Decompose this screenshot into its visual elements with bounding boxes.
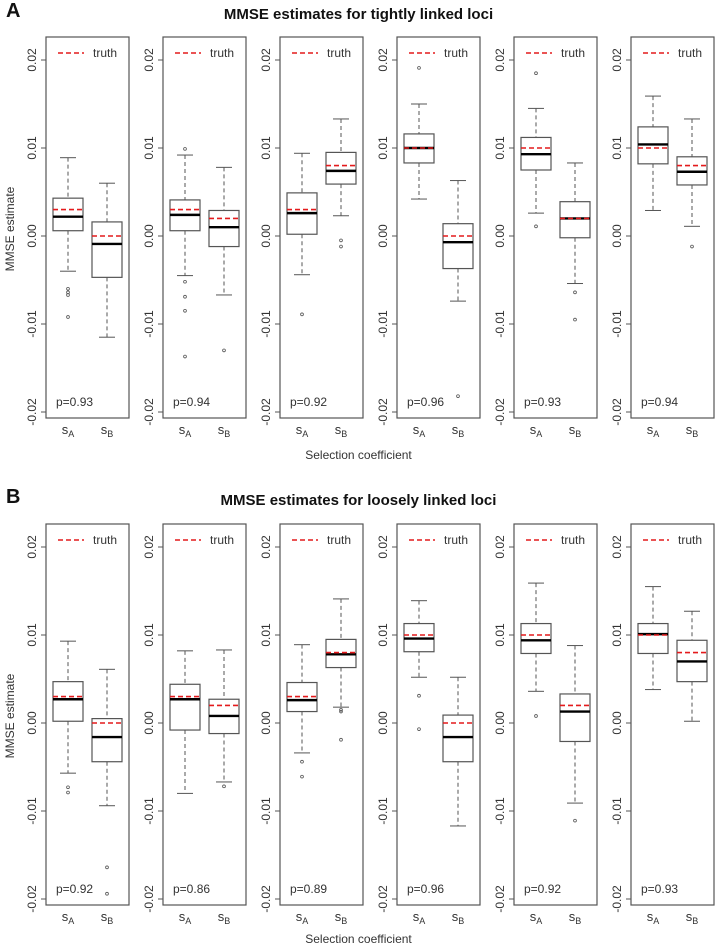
box-sB [92, 669, 122, 926]
y-tick-label: -0.01 [610, 310, 624, 338]
x-category-label: $s_A$ [646, 909, 660, 926]
legend-truth-label: truth [210, 533, 235, 547]
x-category-label: $s_A$ [412, 909, 426, 926]
outlier-point [106, 866, 109, 869]
y-tick-label: 0.01 [259, 623, 273, 647]
outlier-point [340, 245, 343, 248]
y-tick-label: 0.00 [610, 711, 624, 735]
iqr-box [560, 694, 590, 742]
x-category-label: $s_B$ [568, 422, 582, 439]
x-category-label: $s_A$ [178, 909, 192, 926]
iqr-box [326, 152, 356, 184]
panel-b-xlabel: Selection coefficient [305, 932, 412, 946]
subplot-3 [259, 524, 363, 926]
y-tick-label: 0.00 [376, 224, 390, 248]
p-value-label: p=0.96 [407, 395, 445, 409]
y-tick-label: -0.02 [142, 885, 156, 913]
box-sB [677, 119, 707, 439]
outlier-point [691, 245, 694, 248]
y-tick-label: 0.00 [259, 224, 273, 248]
y-tick-label: -0.01 [142, 310, 156, 338]
x-category-label: $s_A$ [61, 909, 75, 926]
panel-a-title: MMSE estimates for tightly linked loci [223, 6, 494, 23]
iqr-box [638, 624, 668, 654]
p-value-label: p=0.89 [290, 882, 328, 896]
y-tick-label: 0.01 [25, 623, 39, 647]
subplot-6 [610, 524, 714, 926]
box-sB [326, 599, 356, 926]
y-tick-label: -0.02 [142, 398, 156, 426]
x-category-label: $s_B$ [334, 909, 348, 926]
p-value-label: p=0.93 [56, 395, 94, 409]
box-sB [92, 183, 122, 439]
x-category-label: $s_B$ [568, 909, 582, 926]
y-tick-label: 0.01 [142, 136, 156, 160]
box-sB [560, 163, 590, 439]
outlier-point [574, 291, 577, 294]
box-sB [443, 181, 473, 439]
box-sB [443, 677, 473, 926]
y-tick-label: 0.01 [610, 136, 624, 160]
y-tick-label: -0.01 [25, 310, 39, 338]
p-value-label: p=0.94 [173, 395, 211, 409]
y-tick-label: 0.01 [610, 623, 624, 647]
y-tick-label: 0.02 [493, 535, 507, 559]
iqr-box [560, 202, 590, 238]
p-value-label: p=0.96 [407, 882, 445, 896]
y-tick-label: 0.02 [259, 535, 273, 559]
iqr-box [443, 715, 473, 762]
p-value-label: p=0.93 [524, 395, 562, 409]
outlier-point [223, 349, 226, 352]
panel-a-xlabel: Selection coefficient [305, 448, 412, 462]
outlier-point [301, 313, 304, 316]
x-category-label: $s_B$ [334, 422, 348, 439]
p-value-label: p=0.92 [524, 882, 562, 896]
y-tick-label: 0.00 [25, 711, 39, 735]
iqr-box [53, 682, 83, 722]
y-tick-label: 0.02 [610, 48, 624, 72]
x-category-label: $s_A$ [646, 422, 660, 439]
x-category-label: $s_B$ [100, 909, 114, 926]
x-category-label: $s_B$ [100, 422, 114, 439]
panel-b-ylabel: MMSE estimate [3, 673, 17, 759]
y-tick-label: 0.02 [493, 48, 507, 72]
p-value-label: p=0.94 [641, 395, 679, 409]
y-tick-label: -0.02 [259, 885, 273, 913]
y-tick-label: -0.01 [493, 310, 507, 338]
iqr-box [170, 684, 200, 730]
x-category-label: $s_B$ [685, 909, 699, 926]
y-tick-label: -0.02 [376, 398, 390, 426]
y-tick-label: 0.02 [376, 535, 390, 559]
legend-truth-label: truth [561, 533, 586, 547]
y-tick-label: 0.01 [142, 623, 156, 647]
box-sB [326, 119, 356, 439]
iqr-box [443, 224, 473, 269]
box-sA [638, 96, 668, 439]
y-tick-label: 0.00 [25, 224, 39, 248]
outlier-point [535, 72, 538, 75]
legend-truth-label: truth [327, 533, 352, 547]
outlier-point [67, 316, 70, 319]
legend-truth-label: truth [93, 46, 118, 60]
outlier-point [67, 791, 70, 794]
y-tick-label: -0.02 [376, 885, 390, 913]
x-category-label: $s_A$ [295, 422, 309, 439]
iqr-box [209, 210, 239, 246]
y-tick-label: -0.01 [259, 310, 273, 338]
y-tick-label: 0.01 [493, 623, 507, 647]
legend-truth-label: truth [444, 46, 469, 60]
y-tick-label: 0.00 [142, 224, 156, 248]
subplot-5 [493, 37, 597, 439]
box-sB [677, 611, 707, 926]
panel-b-plot [0, 487, 717, 947]
subplot-4 [376, 524, 480, 926]
outlier-point [223, 785, 226, 788]
y-tick-label: 0.00 [493, 711, 507, 735]
y-tick-label: 0.00 [493, 224, 507, 248]
p-value-label: p=0.92 [290, 395, 328, 409]
plot-frame [631, 524, 714, 905]
subplot-3 [259, 37, 363, 439]
x-category-label: $s_A$ [61, 422, 75, 439]
legend-truth-label: truth [561, 46, 586, 60]
x-category-label: $s_A$ [178, 422, 192, 439]
box-sA [404, 601, 434, 926]
iqr-box [92, 222, 122, 277]
x-category-label: $s_B$ [685, 422, 699, 439]
iqr-box [521, 624, 551, 654]
subplot-2 [142, 524, 246, 926]
outlier-point [340, 738, 343, 741]
y-tick-label: -0.01 [25, 797, 39, 825]
subplot-1 [25, 524, 129, 926]
outlier-point [457, 395, 460, 398]
box-sA [638, 587, 668, 926]
outlier-point [184, 147, 187, 150]
iqr-box [53, 198, 83, 231]
y-tick-label: 0.01 [259, 136, 273, 160]
plot-frame [280, 524, 363, 905]
iqr-box [92, 719, 122, 762]
outlier-point [574, 819, 577, 822]
x-category-label: $s_B$ [217, 422, 231, 439]
y-tick-label: 0.02 [610, 535, 624, 559]
y-tick-label: 0.02 [25, 535, 39, 559]
y-tick-label: 0.01 [376, 623, 390, 647]
y-tick-label: -0.01 [142, 797, 156, 825]
box-sB [209, 650, 239, 926]
x-category-label: $s_A$ [529, 909, 543, 926]
y-tick-label: -0.02 [259, 398, 273, 426]
y-tick-label: 0.01 [493, 136, 507, 160]
x-category-label: $s_B$ [451, 909, 465, 926]
panel-b-title: MMSE estimates for loosely linked loci [220, 492, 497, 509]
subplot-5 [493, 524, 597, 926]
y-tick-label: -0.02 [610, 398, 624, 426]
outlier-point [301, 775, 304, 778]
y-tick-label: -0.02 [25, 398, 39, 426]
outlier-point [574, 318, 577, 321]
y-tick-label: -0.01 [376, 310, 390, 338]
y-tick-label: -0.02 [493, 885, 507, 913]
legend-truth-label: truth [444, 533, 469, 547]
y-tick-label: 0.02 [142, 535, 156, 559]
legend-truth-label: truth [327, 46, 352, 60]
outlier-point [535, 715, 538, 718]
box-sA [521, 72, 551, 439]
y-tick-label: 0.00 [259, 711, 273, 735]
y-tick-label: 0.02 [142, 48, 156, 72]
legend-truth-label: truth [93, 533, 118, 547]
y-tick-label: -0.01 [493, 797, 507, 825]
y-tick-label: 0.01 [376, 136, 390, 160]
y-tick-label: -0.02 [25, 885, 39, 913]
outlier-point [418, 694, 421, 697]
panel-a-plot [0, 0, 717, 470]
legend-truth-label: truth [678, 533, 703, 547]
panel-b-letter: B [6, 486, 21, 508]
outlier-point [418, 67, 421, 70]
outlier-point [184, 309, 187, 312]
y-tick-label: -0.01 [259, 797, 273, 825]
outlier-point [535, 225, 538, 228]
x-category-label: $s_A$ [295, 909, 309, 926]
outlier-point [418, 728, 421, 731]
legend-truth-label: truth [210, 46, 235, 60]
subplot-4 [376, 37, 480, 439]
box-sA [521, 583, 551, 926]
subplot-6 [610, 37, 714, 439]
x-category-label: $s_A$ [529, 422, 543, 439]
legend-truth-label: truth [678, 46, 703, 60]
x-category-label: $s_B$ [217, 909, 231, 926]
y-tick-label: 0.02 [259, 48, 273, 72]
outlier-point [67, 786, 70, 789]
box-sB [560, 646, 590, 926]
y-tick-label: 0.02 [25, 48, 39, 72]
y-tick-label: 0.02 [376, 48, 390, 72]
box-sA [404, 67, 434, 439]
outlier-point [184, 295, 187, 298]
x-category-label: $s_B$ [451, 422, 465, 439]
y-tick-label: 0.01 [25, 136, 39, 160]
subplot-2 [142, 37, 246, 439]
outlier-point [184, 355, 187, 358]
y-tick-label: 0.00 [142, 711, 156, 735]
outlier-point [184, 280, 187, 283]
p-value-label: p=0.92 [56, 882, 94, 896]
outlier-point [301, 760, 304, 763]
y-tick-label: -0.02 [493, 398, 507, 426]
box-sB [209, 167, 239, 439]
y-tick-label: 0.00 [376, 711, 390, 735]
y-tick-label: -0.01 [376, 797, 390, 825]
outlier-point [340, 239, 343, 242]
p-value-label: p=0.86 [173, 882, 211, 896]
panel-a-letter: A [6, 0, 21, 22]
y-tick-label: 0.00 [610, 224, 624, 248]
p-value-label: p=0.93 [641, 882, 679, 896]
plot-frame [631, 37, 714, 418]
y-tick-label: -0.01 [610, 797, 624, 825]
subplot-1 [25, 37, 129, 439]
outlier-point [67, 287, 70, 290]
outlier-point [106, 892, 109, 895]
panel-a-ylabel: MMSE estimate [3, 186, 17, 272]
x-category-label: $s_A$ [412, 422, 426, 439]
y-tick-label: -0.02 [610, 885, 624, 913]
